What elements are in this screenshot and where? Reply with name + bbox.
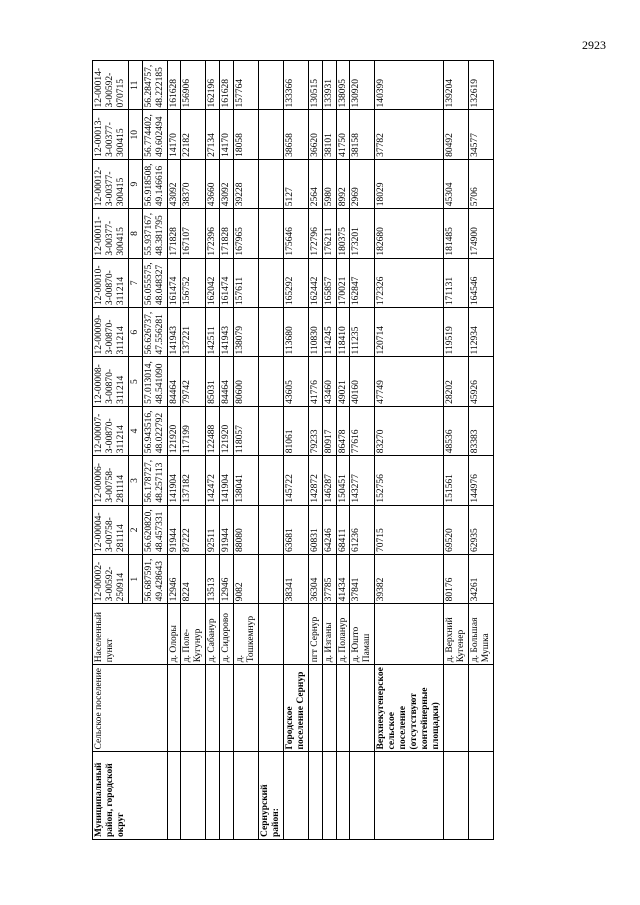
locality-cell: д. Сидорово [220, 604, 234, 665]
value-cell: 88080 [234, 505, 259, 554]
value-cell: 117199 [181, 406, 206, 455]
value-cell: 130515 [308, 61, 322, 111]
value-cell: 164546 [468, 258, 493, 307]
value-cell: 43605 [283, 357, 308, 406]
value-cell: 118057 [234, 406, 259, 455]
value-cell: 171828 [220, 209, 234, 258]
value-cell: 43092 [220, 159, 234, 208]
value-cell: 18058 [234, 110, 259, 159]
coords-cell: 56.687591, 49.428643 [142, 555, 167, 604]
coords-cell: 56.626737, 47.556281 [142, 308, 167, 357]
value-cell: 152756 [375, 456, 444, 505]
header-code: 12-00008-З-00870-311214 [93, 357, 129, 406]
value-cell: 36304 [308, 555, 322, 604]
value-cell: 121920 [220, 406, 234, 455]
value-cell: 45304 [443, 159, 468, 208]
value-cell [258, 258, 283, 307]
value-cell: 83383 [468, 406, 493, 455]
value-cell: 141904 [167, 456, 181, 505]
value-cell [258, 308, 283, 357]
header-code: 12-00004-З-00758-281114 [93, 505, 129, 554]
value-cell: 18029 [375, 159, 444, 208]
header-locality: Населенный пункт [93, 604, 168, 665]
value-cell [258, 555, 283, 604]
value-cell: 162196 [206, 61, 220, 111]
municipality-cell [181, 752, 206, 840]
header-code: 12-00011-З-00377-300415 [93, 209, 129, 258]
column-index: 10 [128, 110, 142, 159]
table-row [350, 61, 375, 840]
value-cell: 28202 [443, 357, 468, 406]
settlement-cell: Верхнекугенерское сельское поселение (отсутствуют контейнерные площадки) [375, 665, 444, 752]
value-cell [258, 357, 283, 406]
municipality-cell [167, 752, 181, 840]
value-cell: 5706 [468, 159, 493, 208]
value-cell: 39228 [234, 159, 259, 208]
table-row [283, 61, 308, 840]
column-index: 9 [128, 159, 142, 208]
value-cell: 142472 [206, 456, 220, 505]
value-cell: 36620 [308, 110, 322, 159]
settlement-cell [167, 665, 181, 752]
settlement-cell [234, 665, 259, 752]
value-cell: 121920 [167, 406, 181, 455]
value-cell: 140399 [375, 61, 444, 111]
municipality-cell: Сернурский район: [258, 752, 283, 840]
value-cell: 133366 [283, 61, 308, 111]
value-cell [258, 406, 283, 455]
value-cell: 138041 [234, 456, 259, 505]
header-code: 12-00012-З-00377-300415 [93, 159, 129, 208]
settlement-cell [443, 665, 468, 752]
value-cell: 181485 [443, 209, 468, 258]
value-cell: 22182 [181, 110, 206, 159]
value-cell: 63681 [283, 505, 308, 554]
value-cell: 84464 [220, 357, 234, 406]
value-cell: 142511 [206, 308, 220, 357]
column-index: 7 [128, 258, 142, 307]
value-cell: 141904 [220, 456, 234, 505]
value-cell: 2564 [308, 159, 322, 208]
value-cell [258, 456, 283, 505]
municipality-cell [308, 752, 322, 840]
coords-cell: 56.178727, 48.257113 [142, 456, 167, 505]
value-cell: 156752 [181, 258, 206, 307]
value-cell: 85031 [206, 357, 220, 406]
table-body [167, 61, 493, 840]
value-cell: 167107 [181, 209, 206, 258]
value-cell: 171131 [443, 258, 468, 307]
value-cell: 38101 [322, 110, 336, 159]
header-code: 12-00006-З-00758-281114 [93, 456, 129, 505]
value-cell: 34261 [468, 555, 493, 604]
value-cell: 86478 [336, 406, 350, 455]
locality-cell [258, 604, 283, 665]
value-cell: 162442 [308, 258, 322, 307]
coords-cell: 56.918508, 49.146616 [142, 159, 167, 208]
table-row [167, 61, 181, 840]
value-cell: 170021 [336, 258, 350, 307]
value-cell: 79233 [308, 406, 322, 455]
settlement-cell [206, 665, 220, 752]
value-cell: 61236 [350, 505, 375, 554]
table-row [220, 61, 234, 840]
header-code: 12-00013-З-00377-300415 [93, 110, 129, 159]
value-cell: 114245 [322, 308, 336, 357]
column-index: 8 [128, 209, 142, 258]
value-cell: 39382 [375, 555, 444, 604]
settlement-cell [220, 665, 234, 752]
value-cell: 119519 [443, 308, 468, 357]
value-cell: 87222 [181, 505, 206, 554]
value-cell: 144976 [468, 456, 493, 505]
value-cell: 130920 [350, 61, 375, 111]
municipality-cell [220, 752, 234, 840]
value-cell: 80600 [234, 357, 259, 406]
value-cell [258, 110, 283, 159]
value-cell: 38341 [283, 555, 308, 604]
table-row [308, 61, 322, 840]
value-cell: 182680 [375, 209, 444, 258]
value-cell: 173201 [350, 209, 375, 258]
settlement-cell [336, 665, 350, 752]
column-index: 6 [128, 308, 142, 357]
value-cell: 80917 [322, 406, 336, 455]
header-code: 12-00009-З-00870-311214 [93, 308, 129, 357]
value-cell: 43092 [167, 159, 181, 208]
settlement-cell [322, 665, 336, 752]
header-code: 12-00014-З-00592-070715 [93, 61, 129, 111]
value-cell: 45926 [468, 357, 493, 406]
locality-cell [375, 604, 444, 665]
value-cell: 37841 [350, 555, 375, 604]
value-cell: 142872 [308, 456, 322, 505]
value-cell: 162847 [350, 258, 375, 307]
value-cell: 69520 [443, 505, 468, 554]
value-cell: 68411 [336, 505, 350, 554]
value-cell: 161474 [167, 258, 181, 307]
value-cell: 79742 [181, 357, 206, 406]
rotated-table-wrapper [92, 60, 552, 840]
locality-cell: д. Верхний Кугенер [443, 604, 468, 665]
value-cell: 12946 [220, 555, 234, 604]
value-cell: 12946 [167, 555, 181, 604]
column-index: 3 [128, 456, 142, 505]
municipality-cell [234, 752, 259, 840]
value-cell [258, 61, 283, 111]
locality-cell: пгт Сернур [308, 604, 322, 665]
value-cell: 133931 [322, 61, 336, 111]
value-cell: 13513 [206, 555, 220, 604]
value-cell: 175646 [283, 209, 308, 258]
value-cell: 156906 [181, 61, 206, 111]
value-cell: 37782 [375, 110, 444, 159]
coords-cell: 56.620820, 48.457331 [142, 505, 167, 554]
header-row [93, 61, 129, 840]
value-cell: 112934 [468, 308, 493, 357]
value-cell: 132619 [468, 61, 493, 111]
settlement-cell [258, 665, 283, 752]
column-index: 5 [128, 357, 142, 406]
value-cell: 110830 [308, 308, 322, 357]
column-index: 11 [128, 61, 142, 111]
value-cell: 41434 [336, 555, 350, 604]
value-cell: 34577 [468, 110, 493, 159]
value-cell: 62935 [468, 505, 493, 554]
value-cell: 2969 [350, 159, 375, 208]
table-row [206, 61, 220, 840]
table-row [443, 61, 468, 840]
value-cell: 38658 [283, 110, 308, 159]
value-cell: 91944 [167, 505, 181, 554]
header-code: 12-00002-З-00592-250914 [93, 555, 129, 604]
value-cell: 172396 [206, 209, 220, 258]
coords-cell: 55.937167, 48.381795 [142, 209, 167, 258]
value-cell: 180375 [336, 209, 350, 258]
value-cell: 167965 [234, 209, 259, 258]
value-cell: 37785 [322, 555, 336, 604]
value-cell: 80176 [443, 555, 468, 604]
value-cell: 83270 [375, 406, 444, 455]
column-index: 4 [128, 406, 142, 455]
table-row [181, 61, 206, 840]
municipality-cell [206, 752, 220, 840]
table-row [336, 61, 350, 840]
value-cell: 91944 [220, 505, 234, 554]
value-cell: 80492 [443, 110, 468, 159]
value-cell: 41776 [308, 357, 322, 406]
value-cell: 162042 [206, 258, 220, 307]
coords-cell: 56.774402, 49.602494 [142, 110, 167, 159]
value-cell: 113680 [283, 308, 308, 357]
settlement-cell [350, 665, 375, 752]
value-cell: 165292 [283, 258, 308, 307]
value-cell: 64246 [322, 505, 336, 554]
value-cell: 150451 [336, 456, 350, 505]
table-row [322, 61, 336, 840]
value-cell: 41750 [336, 110, 350, 159]
header-municipality: Муниципальный район, городской округ [93, 752, 168, 840]
value-cell: 118410 [336, 308, 350, 357]
value-cell: 14170 [167, 110, 181, 159]
value-cell: 40160 [350, 357, 375, 406]
value-cell: 77616 [350, 406, 375, 455]
table-row [234, 61, 259, 840]
value-cell: 92511 [206, 505, 220, 554]
value-cell: 122488 [206, 406, 220, 455]
value-cell: 14170 [220, 110, 234, 159]
value-cell: 5127 [283, 159, 308, 208]
value-cell: 172326 [375, 258, 444, 307]
value-cell: 139204 [443, 61, 468, 111]
header-settlement: Сельское поселение [93, 665, 168, 752]
coords-cell: 56.284757, 48.222185 [142, 61, 167, 111]
table-row [468, 61, 493, 840]
data-table [92, 60, 494, 840]
header-code: 12-00010-З-00870-311214 [93, 258, 129, 307]
locality-cell [283, 604, 308, 665]
value-cell: 146287 [322, 456, 336, 505]
municipality-cell [443, 752, 468, 840]
value-cell: 176211 [322, 209, 336, 258]
value-cell: 137221 [181, 308, 206, 357]
coords-cell: 56.055575, 48.048327 [142, 258, 167, 307]
value-cell: 165857 [322, 258, 336, 307]
value-cell [258, 209, 283, 258]
locality-cell: д. Юшто Памаш [350, 604, 375, 665]
value-cell: 141943 [167, 308, 181, 357]
value-cell: 161474 [220, 258, 234, 307]
municipality-cell [283, 752, 308, 840]
value-cell: 8992 [336, 159, 350, 208]
page-number: 2923 [582, 38, 606, 52]
value-cell: 43460 [322, 357, 336, 406]
value-cell: 137182 [181, 456, 206, 505]
value-cell: 141943 [220, 308, 234, 357]
settlement-cell: Городское поселение Сернур [283, 665, 308, 752]
value-cell [258, 159, 283, 208]
column-index: 1 [128, 555, 142, 604]
municipality-cell [468, 752, 493, 840]
settlement-cell [468, 665, 493, 752]
locality-cell: д. Поланур [336, 604, 350, 665]
value-cell [258, 505, 283, 554]
settlement-cell [308, 665, 322, 752]
coords-cell: 56.943516, 48.022792 [142, 406, 167, 455]
value-cell: 120714 [375, 308, 444, 357]
value-cell: 171828 [167, 209, 181, 258]
value-cell: 161628 [220, 61, 234, 111]
value-cell: 70715 [375, 505, 444, 554]
value-cell: 151561 [443, 456, 468, 505]
municipality-cell [350, 752, 375, 840]
column-index: 2 [128, 505, 142, 554]
value-cell: 138079 [234, 308, 259, 357]
locality-cell: д. Тошкемнур [234, 604, 259, 665]
value-cell: 143277 [350, 456, 375, 505]
value-cell: 84464 [167, 357, 181, 406]
coords-cell: 57.013014, 48.541090 [142, 357, 167, 406]
locality-cell: д. Сабанур [206, 604, 220, 665]
value-cell: 38370 [181, 159, 206, 208]
value-cell: 43660 [206, 159, 220, 208]
value-cell: 157764 [234, 61, 259, 111]
value-cell: 49021 [336, 357, 350, 406]
value-cell: 47749 [375, 357, 444, 406]
value-cell: 8224 [181, 555, 206, 604]
value-cell: 81061 [283, 406, 308, 455]
value-cell: 138095 [336, 61, 350, 111]
value-cell: 157611 [234, 258, 259, 307]
municipality-cell [336, 752, 350, 840]
settlement-cell [181, 665, 206, 752]
value-cell: 172796 [308, 209, 322, 258]
value-cell: 38158 [350, 110, 375, 159]
value-cell: 111235 [350, 308, 375, 357]
value-cell: 174900 [468, 209, 493, 258]
value-cell: 161628 [167, 61, 181, 111]
table-row [375, 61, 444, 840]
value-cell: 5980 [322, 159, 336, 208]
value-cell: 27134 [206, 110, 220, 159]
value-cell: 48536 [443, 406, 468, 455]
municipality-cell [375, 752, 444, 840]
header-code: 12-00007-З-00870-311214 [93, 406, 129, 455]
locality-cell: д. Олоры [167, 604, 181, 665]
value-cell: 9082 [234, 555, 259, 604]
municipality-cell [322, 752, 336, 840]
locality-cell: д. Поле-Кугунур [181, 604, 206, 665]
table-row [258, 61, 283, 840]
locality-cell: д. Большая Мушка [468, 604, 493, 665]
locality-cell: д. Изганы [322, 604, 336, 665]
value-cell: 145722 [283, 456, 308, 505]
value-cell: 60831 [308, 505, 322, 554]
